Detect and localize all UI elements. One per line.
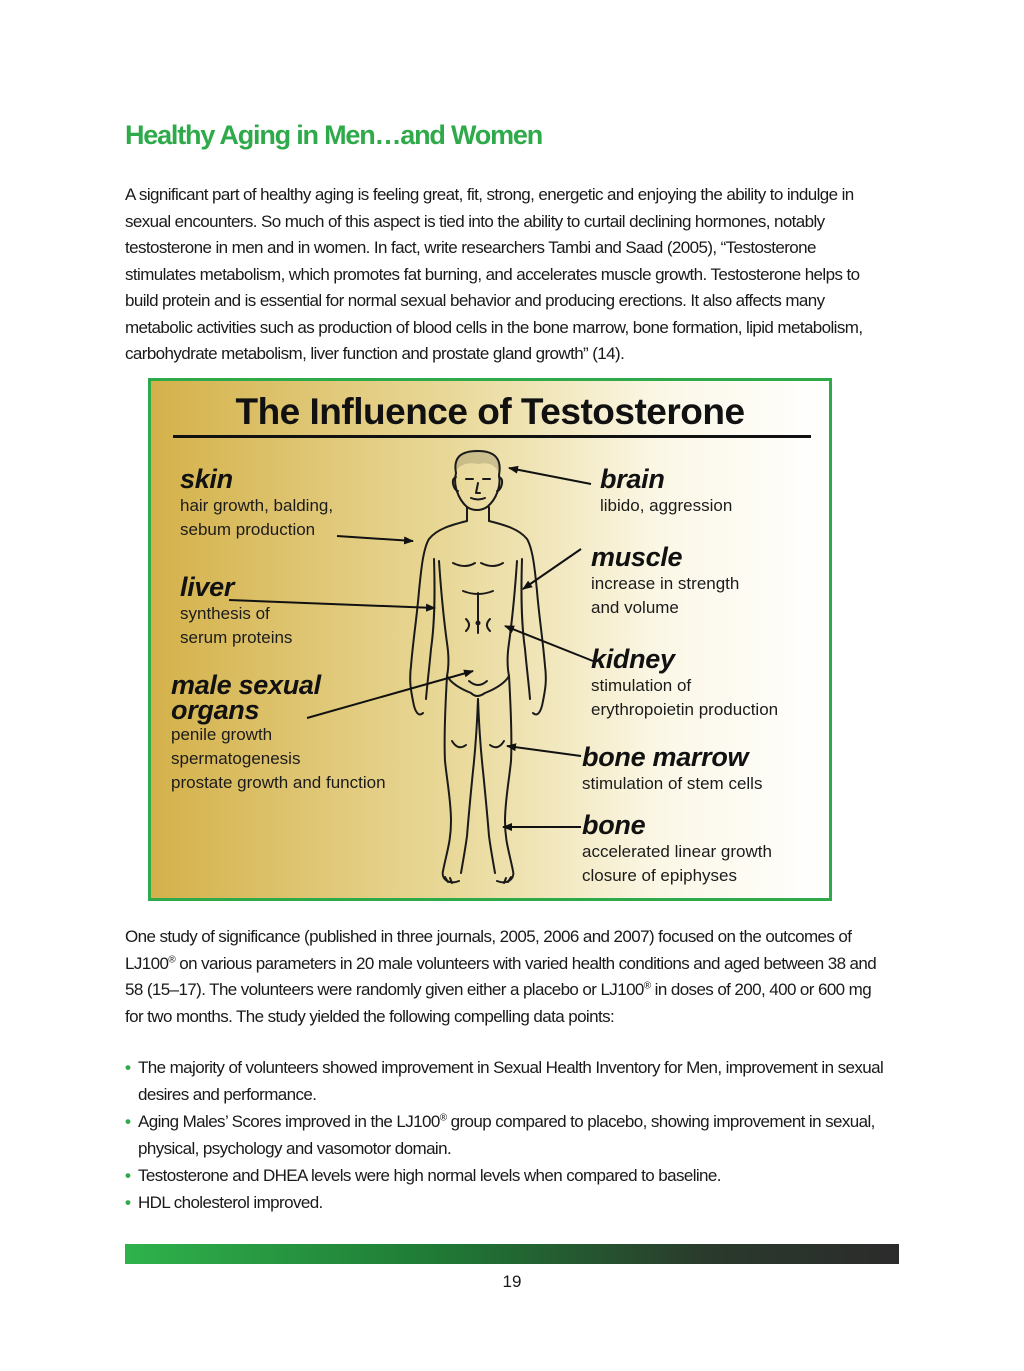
label-muscle-line: increase in strength: [591, 574, 740, 593]
registered-mark: ®: [439, 1112, 447, 1124]
label-bone-marrow: [582, 742, 762, 796]
list-item-text: Aging Males’ Scores improved in the LJ100: [138, 1112, 440, 1131]
label-male-sexual-organs: [171, 670, 386, 795]
label-brain-line: libido, aggression: [600, 496, 733, 515]
study-text: One study of significance (published in three journals, 2005, 2006 and 2007) focused on the outcomes of LJ100: [125, 927, 852, 973]
bullet-icon: •: [125, 1058, 131, 1077]
study-text: on various parameters in 20 male volunteers with varied health conditions and aged between 38 and 58 (15–17). The volunteers were randomly given either a placebo or LJ100: [125, 953, 877, 999]
bullet-icon: •: [125, 1193, 131, 1212]
list-item: [125, 1162, 905, 1189]
label-muscle-line: and volume: [591, 598, 679, 617]
testosterone-figure: [148, 378, 832, 901]
registered-mark: ®: [168, 953, 176, 965]
list-item-text: group compared to placebo, showing improvement in sexual, physical, psychology and vasomotor domain.: [138, 1112, 875, 1158]
label-bone-line: closure of epiphyses: [582, 866, 737, 885]
list-item-text: Testosterone and DHEA levels were high normal levels when compared to baseline.: [138, 1166, 721, 1185]
list-item-text: HDL cholesterol improved.: [138, 1193, 323, 1212]
list-item: [125, 1108, 905, 1162]
study-text: in doses of 200, 400 or 600 mg for two months. The study yielded the following compelling data points:: [125, 980, 872, 1026]
label-liver-title: liver: [180, 572, 235, 602]
list-item-text: The majority of volunteers showed improvement in Sexual Health Inventory for Men, improvement in sexual desires and performance.: [138, 1058, 884, 1104]
label-skin: [180, 464, 333, 542]
label-brain: [600, 464, 732, 518]
label-male-sexual-organs-line: prostate growth and function: [171, 773, 386, 792]
label-liver-line: serum proteins: [180, 628, 293, 647]
findings-list: [125, 1054, 905, 1216]
bullet-icon: •: [125, 1166, 131, 1185]
label-bone-marrow-line: stimulation of stem cells: [582, 774, 763, 793]
label-bone-marrow-title: bone marrow: [582, 742, 749, 772]
bullet-icon: •: [125, 1112, 131, 1131]
label-male-sexual-organs-line: spermatogenesis: [171, 749, 301, 768]
registered-mark: ®: [643, 980, 651, 992]
list-item: [125, 1054, 905, 1108]
label-bone-title: bone: [582, 810, 646, 840]
human-body-outline: [410, 451, 546, 883]
label-liver: [180, 572, 292, 650]
label-male-sexual-organs-title: male sexual: [171, 670, 321, 700]
footer-gradient-bar: [125, 1244, 899, 1264]
label-bone: [582, 810, 772, 888]
label-male-sexual-organs-line: penile growth: [171, 725, 273, 744]
label-muscle: [591, 542, 739, 620]
intro-paragraph: A significant part of healthy aging is feeling great, fit, strong, energetic and enjoying the ability to indulge in sexual encounters. So much of this aspect is tied into the ability to curtail declining hormones, notably testosterone in men and in women. In fact, write researchers Tambi and Saad (2005), “Testosterone stimulates metabolism, which promotes fat burning, and accelerates muscle growth. Testosterone helps to build protein and is essential for normal sexual behavior and producing erections. It also affects many metabolic activities such as production of blood cells in the bone marrow, bone formation, lipid metabolism, carbohydrate metabolism, liver function and prostate gland growth” (14).: [125, 185, 863, 363]
study-paragraph: [125, 924, 885, 1030]
label-kidney: [591, 644, 778, 722]
label-male-sexual-organs-title: organs: [171, 695, 260, 725]
figure-title: The Influence of Testosterone: [235, 391, 745, 432]
page-heading: Healthy Aging in Men…and Women: [125, 120, 543, 150]
label-kidney-line: stimulation of: [591, 676, 692, 695]
label-muscle-title: muscle: [591, 542, 683, 572]
label-bone-line: accelerated linear growth: [582, 842, 772, 861]
list-item: [125, 1189, 905, 1216]
page-number: 19: [502, 1272, 522, 1291]
label-skin-title: skin: [180, 464, 233, 494]
label-kidney-line: erythropoietin production: [591, 700, 779, 719]
label-kidney-title: kidney: [591, 644, 675, 674]
label-liver-line: synthesis of: [180, 604, 270, 623]
label-brain-title: brain: [600, 464, 665, 494]
label-skin-line: sebum production: [180, 520, 316, 539]
label-skin-line: hair growth, balding,: [180, 496, 334, 515]
